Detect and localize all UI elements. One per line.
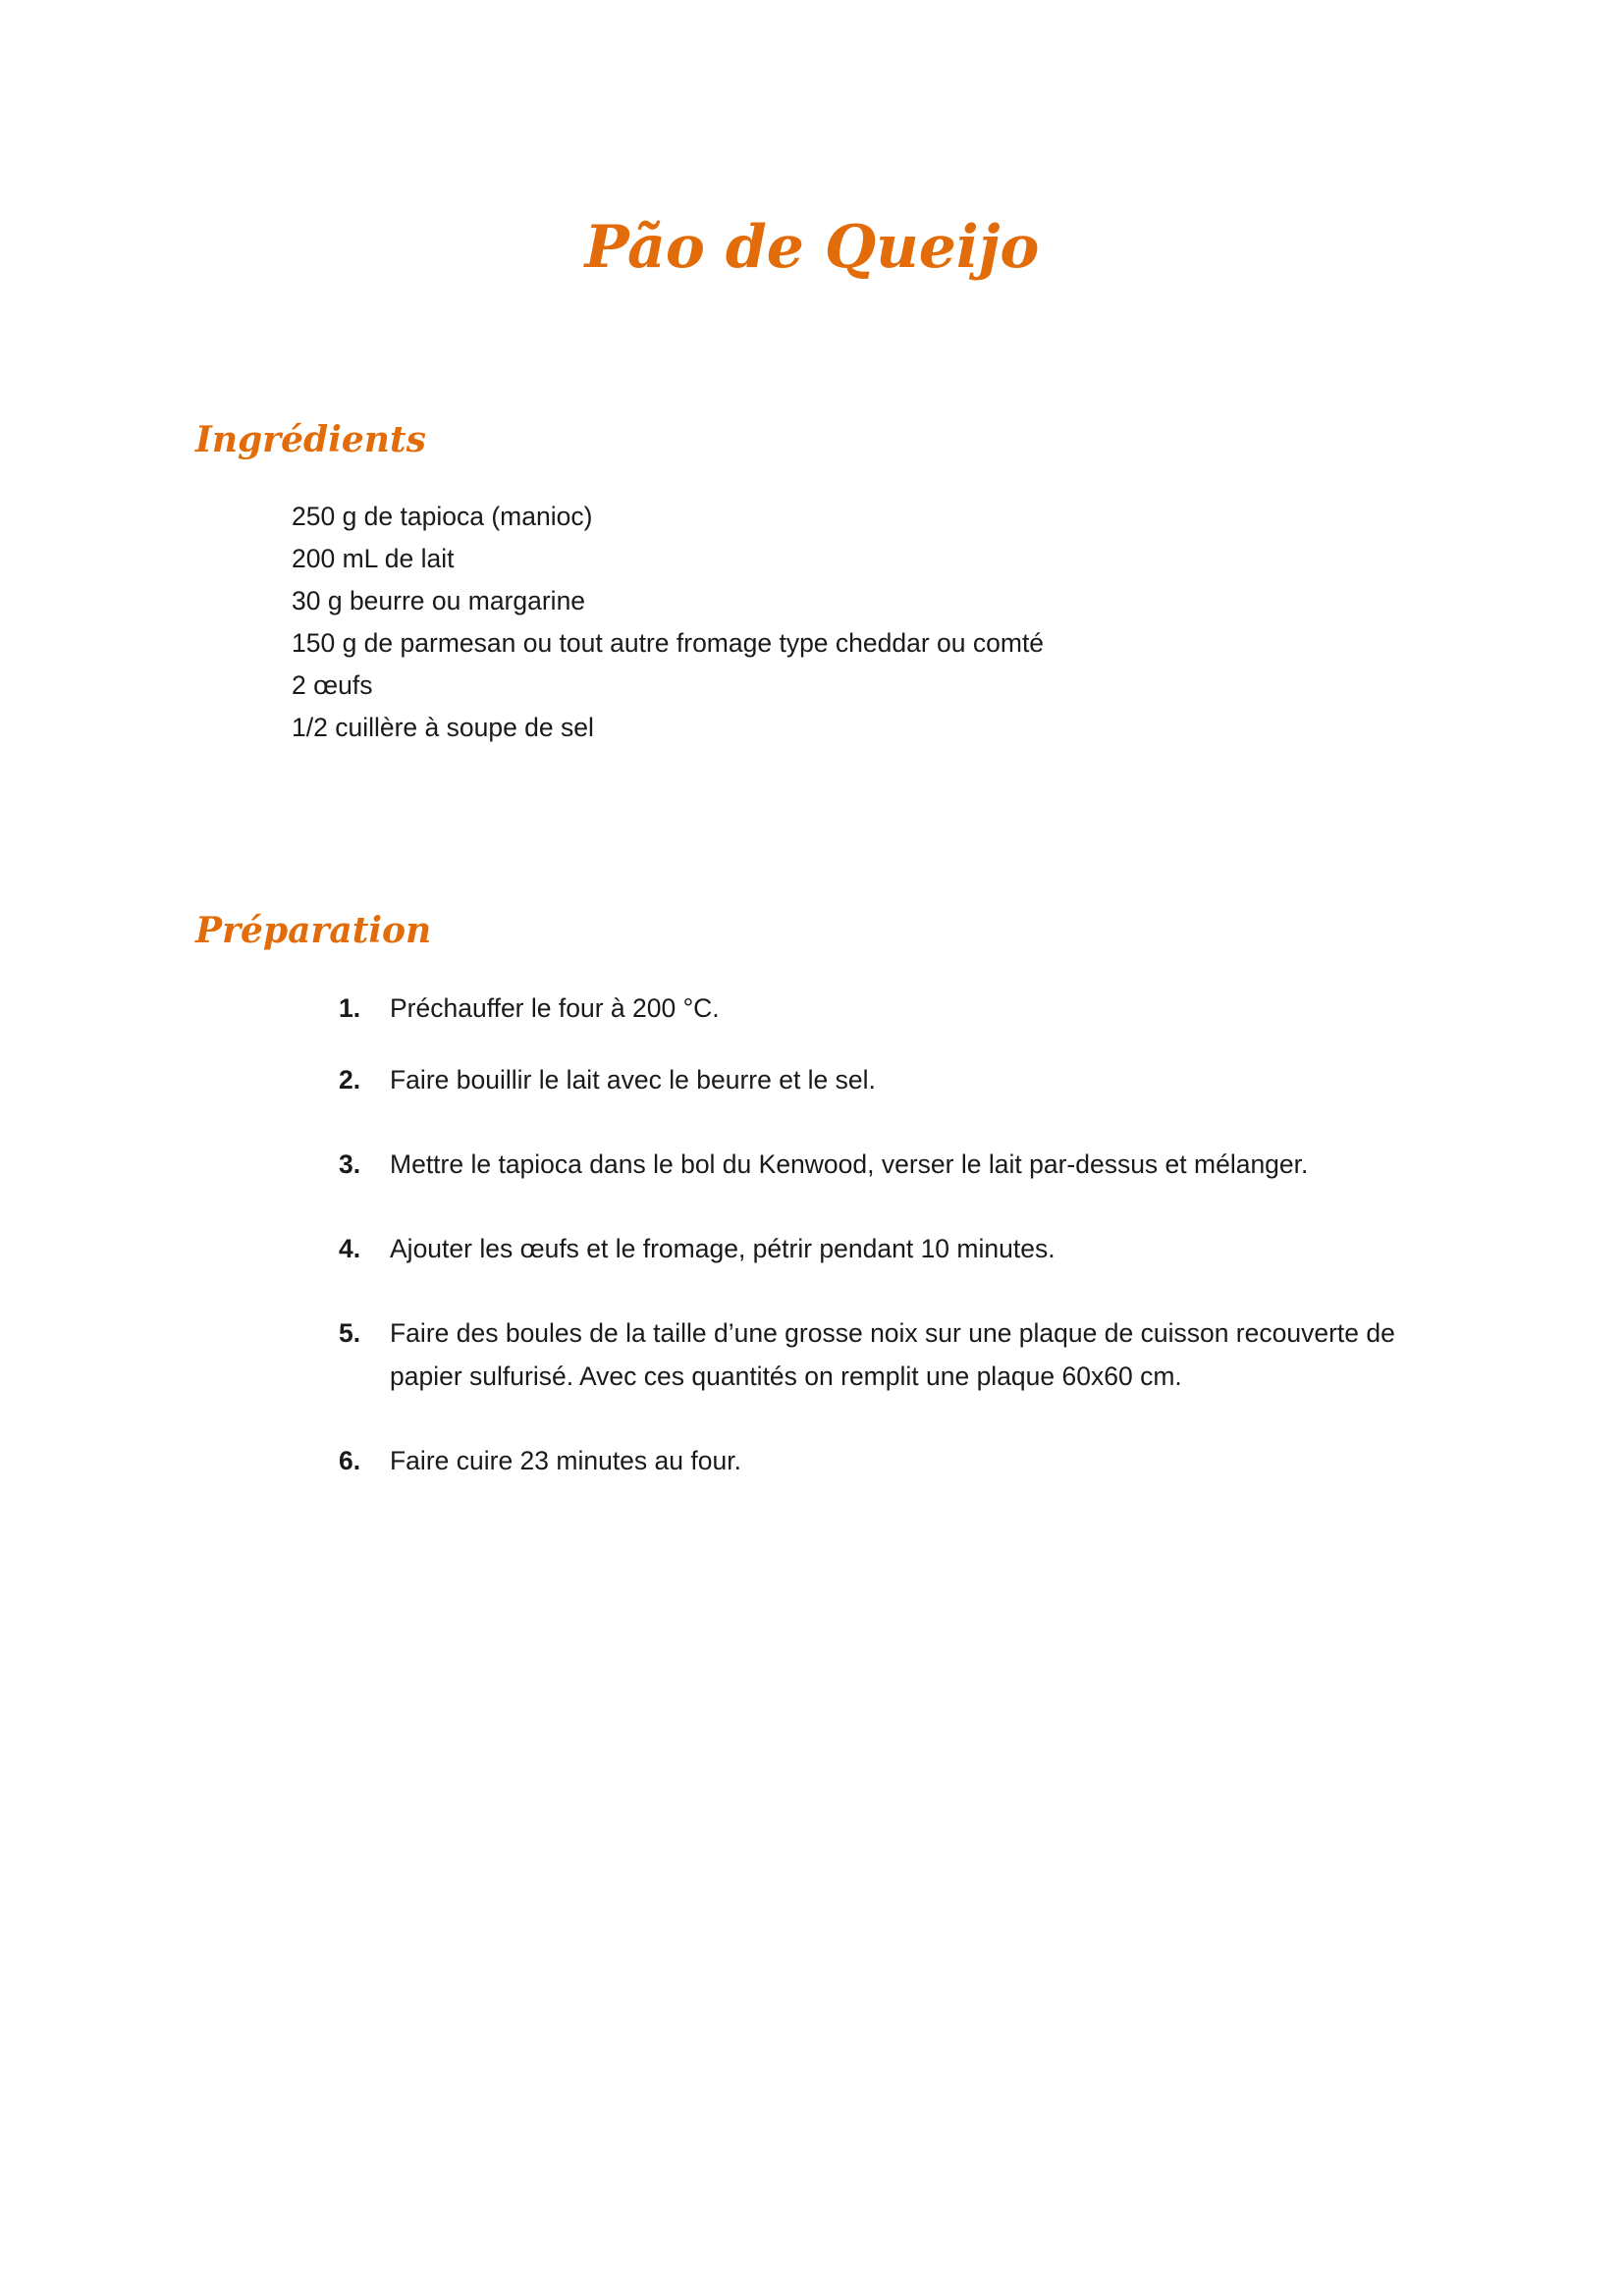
ingredient-item: 150 g de parmesan ou tout autre fromage type cheddar ou comté	[292, 628, 1045, 658]
ingredient-item: 250 g de tapioca (manioc)	[292, 502, 593, 531]
step-text: Faire des boules de la taille d’une grosse noix sur une plaque de cuisson recouverte de papier sulfurisé. Avec ces quantités on remplit une plaque 60x60 cm.	[390, 1318, 1395, 1391]
ingredients-list	[292, 496, 1044, 749]
preparation-heading: Préparation	[195, 910, 432, 951]
step-number: 3.	[339, 1149, 361, 1179]
ingredient-item: 2 œufs	[292, 670, 373, 700]
ingredient-item: 200 mL de lait	[292, 544, 455, 573]
ingredients-heading: Ingrédients	[195, 419, 426, 460]
ingredient-item: 30 g beurre ou margarine	[292, 586, 586, 615]
preparation-step	[339, 1143, 1448, 1186]
ingredient-item: 1/2 cuillère à soupe de sel	[292, 713, 594, 742]
step-text: Préchauffer le four à 200 °C.	[390, 993, 720, 1023]
step-text: Faire cuire 23 minutes au four.	[390, 1446, 741, 1475]
preparation-step	[339, 1058, 1448, 1101]
step-number: 4.	[339, 1234, 361, 1263]
step-number: 5.	[339, 1318, 361, 1348]
step-text: Faire bouillir le lait avec le beurre et le sel.	[390, 1065, 876, 1095]
recipe-title: Pão de Queijo	[584, 213, 1040, 282]
step-number: 6.	[339, 1446, 361, 1475]
step-number: 2.	[339, 1065, 361, 1095]
preparation-step	[339, 1439, 1448, 1482]
preparation-step	[339, 1311, 1448, 1398]
preparation-step	[339, 987, 1448, 1030]
step-text: Mettre le tapioca dans le bol du Kenwood, verser le lait par-dessus et mélanger.	[390, 1149, 1309, 1179]
preparation-steps-list	[339, 987, 1448, 1482]
step-number: 1.	[339, 993, 361, 1023]
step-text: Ajouter les œufs et le fromage, pétrir pendant 10 minutes.	[390, 1234, 1056, 1263]
preparation-step	[339, 1227, 1448, 1270]
